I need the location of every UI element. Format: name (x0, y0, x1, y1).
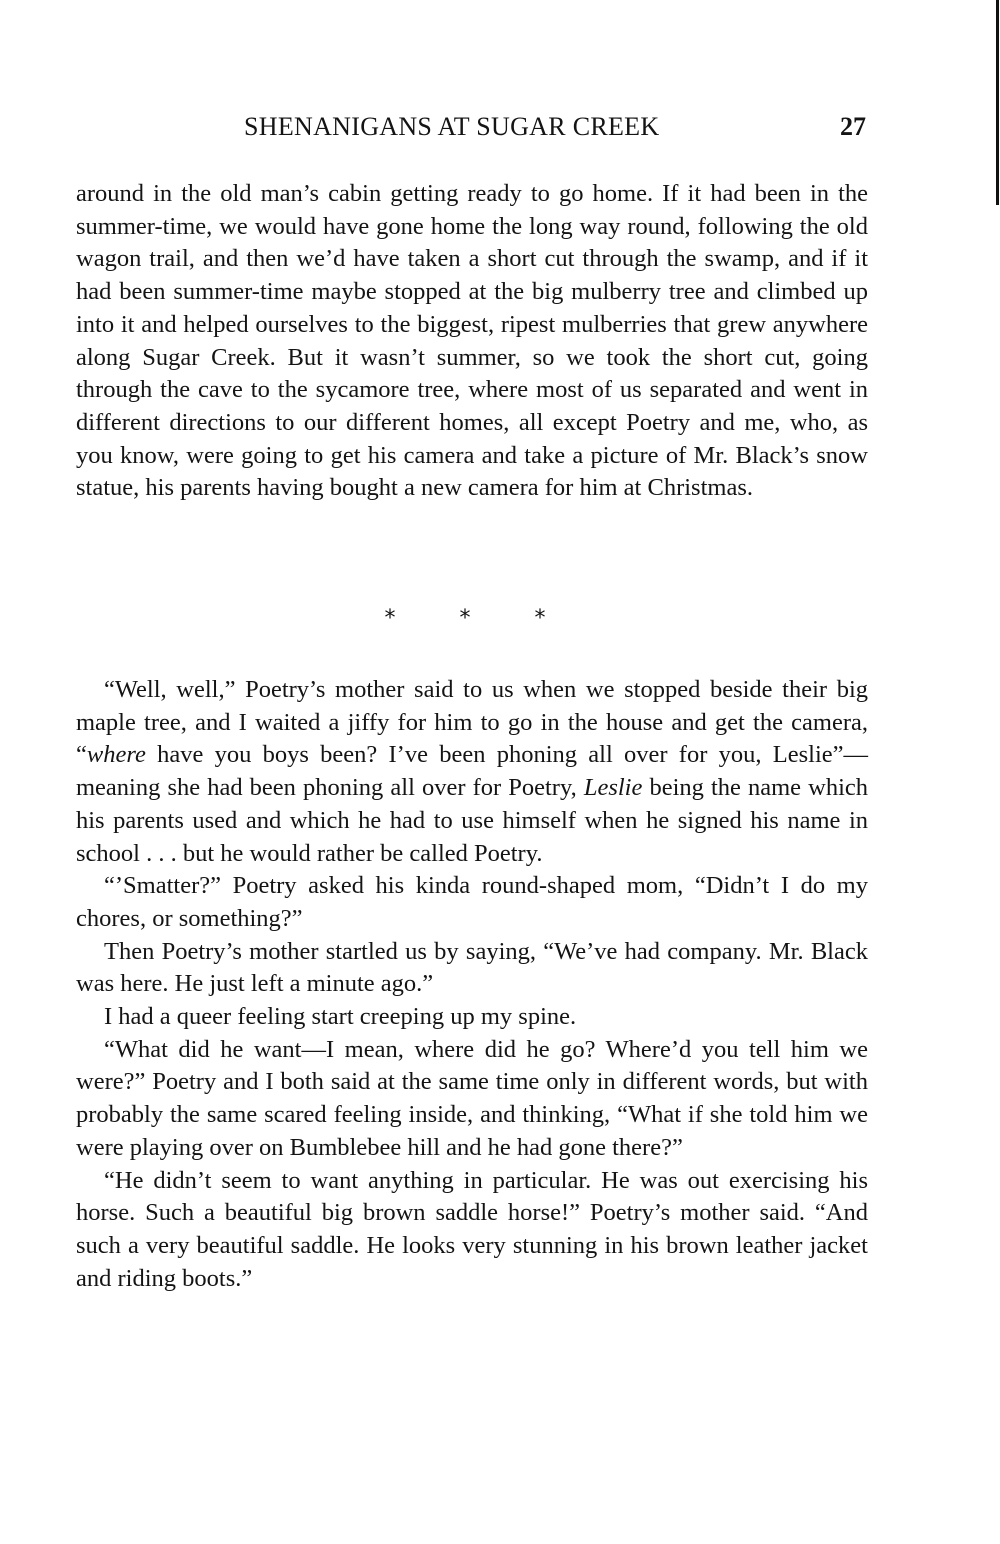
paragraph-4: Then Poetry’s mother startled us by saying, “We’ve had company. Mr. Black was here. He just left a minute ago.” (76, 937, 868, 998)
page-number: 27 (840, 112, 866, 141)
paragraph-2-part-c: being the name which his parents used and which he had to use himself when he signed his name in school . . . but he would rather be called Poetry. (76, 774, 868, 867)
paragraph-7: “He didn’t seem to want anything in particular. He was out exercising his horse. Such a beautiful big brown saddle horse!” Poetry’s mother said. “And such a very beautiful saddle. He looks very stunning in his brown leather jacket and riding boots.” (76, 1166, 868, 1292)
running-title: SHENANIGANS AT SUGAR CREEK (244, 112, 660, 141)
paragraph-2-emphasis-leslie: Leslie (583, 774, 643, 802)
page-header (76, 112, 868, 152)
paragraph-3: “’Smatter?” Poetry asked his kinda round-shaped mom, “Didn’t I do my chores, or something?” (76, 872, 868, 932)
section-break-mark: * (459, 606, 471, 631)
paragraph-2-part-b: have you boys been? I’ve been phoning all over for you, Leslie”—meaning she had been phoning all over for Poetry, (76, 741, 868, 802)
paragraph-6: “What did he want—I mean, where did he go? Where’d you tell him we were?” Poetry and I both said at the same time only in different words, but with probably the same scared feeling inside, and thinking, “What if she told him we were playing over on Bumblebee hill and he had gone there?” (76, 1035, 868, 1161)
paragraph-2 (76, 674, 868, 870)
scan-edge-line (996, 0, 999, 205)
section-break (380, 606, 550, 631)
section-break-mark: * (384, 606, 396, 631)
section-break-mark: * (534, 606, 546, 631)
text-block-top (76, 178, 868, 505)
paragraph-2-part-a: “Well, well,” Poetry’s mother said to us when we stopped beside their big maple tree, and I waited a jiffy for him to go in the house and get the camera, “ (76, 676, 868, 769)
text-block-bottom (76, 674, 868, 1295)
paragraph-1: around in the old man’s cabin getting ready to go home. If it had been in the summer-time, we would have gone home the long way round, following the old wagon trail, and then we’d have taken a short cut through the swamp, and if it had been summer-time maybe stopped at the big mulberry tree and climbed up into it and helped ourselves to the biggest, ripest mulberries that grew anywhere along Sugar Creek. But it wasn’t summer, so we took the short cut, going through the cave to the sycamore tree, where most of us separated and went in different directions to our different homes, all except Poetry and me, who, as you know, were going to get his camera and take a picture of Mr. Black’s snow statue, his parents having bought a new camera for him at Christmas. (76, 180, 868, 502)
paragraph-5: I had a queer feeling start creeping up my spine. (104, 1003, 577, 1031)
paragraph-2-emphasis-where: where (86, 741, 146, 769)
